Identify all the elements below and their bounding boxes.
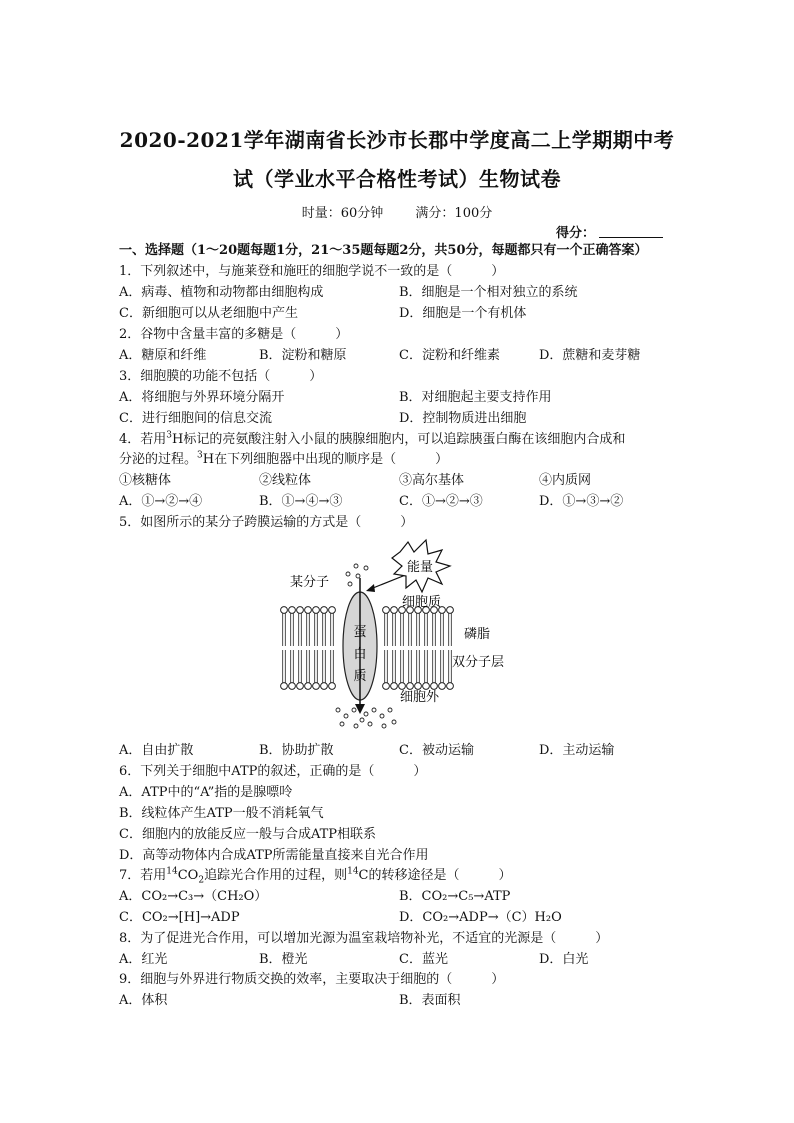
q1-option-c: C．新细胞可以从老细胞中产生 (119, 306, 298, 321)
q4-organelle-4: ④内质网 (539, 473, 592, 488)
exam-full-score: 满分：100分 (415, 206, 493, 221)
lipid-head (281, 683, 288, 690)
q4-stem-post: H标记的亮氨酸注射入小鼠的胰腺细胞内，可以追踪胰蛋白酶在该细胞内合成和 (172, 432, 626, 447)
q3-stem: 3．细胞膜的功能不包括（ ） (119, 369, 323, 384)
q4-stem-sup: 3 (166, 430, 173, 441)
q4-stem-pre: 4．若用 (119, 432, 167, 447)
lipid-head (313, 607, 320, 614)
q4-stem2-pre: 分泌的过程。 (119, 452, 198, 467)
q5-option-d: D．主动运输 (539, 743, 615, 758)
q7-stem (119, 867, 512, 884)
q8-option-d: D．白光 (539, 952, 589, 967)
q8-stem: 8．为了促进光合作用，可以增加光源为温室栽培物补光，不适宜的光源是（ ） (119, 931, 609, 946)
lipid-head (407, 683, 414, 690)
q3-option-c: C．进行细胞间的信息交流 (119, 411, 272, 426)
q1-option-b: B．细胞是一个相对独立的系统 (399, 285, 578, 300)
q7-option-a: A．CO₂→C₃→（CH₂O） (119, 889, 268, 904)
cytoplasm-label: 细胞质 (402, 595, 442, 610)
transport-arrowhead (355, 704, 365, 714)
lipid-head (391, 607, 398, 614)
q8-option-a: A．红光 (119, 952, 168, 967)
lipid-head (391, 683, 398, 690)
q9-option-a: A．体积 (119, 993, 168, 1008)
exam-time: 时量：60分钟 (301, 206, 384, 221)
q2-option-d: D．蔗糖和麦芽糖 (539, 348, 641, 363)
title-line-1: 2020-2021学年湖南省长沙市长郡中学度高二上学期期中考 (119, 128, 675, 152)
protein-label-3: 质 (353, 669, 367, 684)
protein-label-2: 白 (353, 647, 367, 662)
q9-option-b: B．表面积 (399, 993, 461, 1008)
q2-stem: 2．谷物中含量丰富的多糖是（ ） (119, 327, 349, 342)
q4-option-c: C．①→②→③ (399, 494, 483, 509)
q7-stem-sub: 2 (198, 875, 205, 886)
q1-option-d: D．细胞是一个有机体 (399, 306, 527, 321)
outside-label: 细胞外 (400, 690, 440, 705)
section-heading: 一、选择题（1～20题每题1分，21～35题每题2分，共50分，每题都只有一个正确答案） (119, 243, 648, 258)
q5-option-a: A．自由扩散 (119, 743, 194, 758)
q4-organelle-1: ①核糖体 (119, 473, 172, 488)
q9-stem: 9．细胞与外界进行物质交换的效率，主要取决于细胞的（ ） (119, 972, 505, 987)
lipid-head (329, 683, 336, 690)
q2-option-c: C．淀粉和纤维素 (399, 348, 500, 363)
lipid-head (313, 683, 320, 690)
q7-option-d: D．CO₂→ADP→（C）H₂O (399, 910, 562, 925)
q3-option-b: B．对细胞起主要支持作用 (399, 390, 552, 405)
lipid-head (305, 683, 312, 690)
phospholipid-label: 磷脂 (464, 627, 491, 642)
protein-label-1: 蛋 (353, 625, 367, 640)
q4-option-b: B．①→④→③ (259, 494, 343, 509)
lipid-head (289, 607, 296, 614)
molecules-top (346, 564, 368, 586)
q2-option-b: B．淀粉和糖原 (259, 348, 347, 363)
q4-stem2-post: H在下列细胞器中出现的顺序是（ ） (202, 452, 449, 467)
q7-stem-pre: 7．若用 (119, 868, 167, 883)
q7-stem-sup2: 14 (347, 866, 359, 877)
score-label: 得分： (556, 226, 596, 241)
q8-option-b: B．橙光 (259, 952, 308, 967)
q6-option-b: B．线粒体产生ATP一般不消耗氧气 (119, 806, 324, 821)
lipid-head (399, 683, 406, 690)
q6-option-c: C．细胞内的放能反应一般与合成ATP相联系 (119, 827, 377, 842)
lipid-head (321, 607, 328, 614)
q4-option-d: D．①→③→② (539, 494, 624, 509)
q4-option-a: A．①→②→④ (119, 494, 203, 509)
lipid-head (281, 607, 288, 614)
q7-stem-mid: CO (177, 868, 199, 883)
q7-stem-post: C的转移途径是（ ） (358, 868, 512, 883)
molecules-bottom (336, 708, 396, 728)
q5-option-c: C．被动运输 (399, 743, 474, 758)
q3-option-d: D．控制物质进出细胞 (399, 411, 527, 426)
lipid-head (329, 607, 336, 614)
q7-option-c: C．CO₂→[H]→ADP (119, 910, 240, 925)
lipid-head (305, 607, 312, 614)
q7-option-b: B．CO₂→C₅→ATP (399, 889, 511, 904)
lipid-head (447, 683, 454, 690)
lipid-head (423, 683, 430, 690)
title-line-2: 试（学业水平合格性考试）生物试卷 (233, 167, 561, 191)
q4-stem (119, 431, 625, 448)
lipid-head (415, 683, 422, 690)
q2-option-a: A．糖原和纤维 (119, 348, 207, 363)
q5-option-b: B．协助扩散 (259, 743, 334, 758)
lipid-head (383, 683, 390, 690)
q4-stem-2 (119, 451, 448, 468)
energy-label: 能量 (406, 560, 434, 575)
q1-option-a: A．病毒、植物和动物都由细胞构成 (119, 285, 324, 300)
q4-organelle-2: ②线粒体 (259, 473, 312, 488)
q8-option-c: C．蓝光 (399, 952, 448, 967)
q1-stem: 1．下列叙述中，与施莱登和施旺的细胞学说不一致的是（ ） (119, 264, 505, 279)
q6-option-a: A．ATP中的“A”指的是腺嘌呤 (119, 785, 293, 800)
q7-stem-mid2: 追踪光合作用的过程，则 (204, 868, 348, 883)
q4-organelle-3: ③高尔基体 (399, 473, 465, 488)
bilayer-label: 双分子层 (452, 655, 505, 670)
lipid-head (289, 683, 296, 690)
q3-option-a: A．将细胞与外界环境分隔开 (119, 390, 285, 405)
lipid-head (447, 607, 454, 614)
score-blank (599, 225, 663, 238)
lipid-head (439, 683, 446, 690)
lipid-head (431, 683, 438, 690)
score-field (556, 222, 663, 241)
lipid-head (297, 683, 304, 690)
exam-meta (0, 202, 794, 221)
q6-stem: 6．下列关于细胞中ATP的叙述，正确的是（ ） (119, 764, 427, 779)
lipid-head (297, 607, 304, 614)
q4-stem2-sup: 3 (197, 450, 203, 461)
q5-stem: 5．如图所示的某分子跨膜运输的方式是（ ） (119, 515, 414, 530)
q7-stem-sup: 14 (166, 866, 178, 877)
molecule-label: 某分子 (290, 575, 330, 590)
energy-arrowhead (366, 584, 375, 592)
membrane-transport-figure (270, 538, 520, 734)
q6-option-d: D．高等动物体内合成ATP所需能量直接来自光合作用 (119, 848, 429, 863)
lipid-head (383, 607, 390, 614)
lipid-head (321, 683, 328, 690)
